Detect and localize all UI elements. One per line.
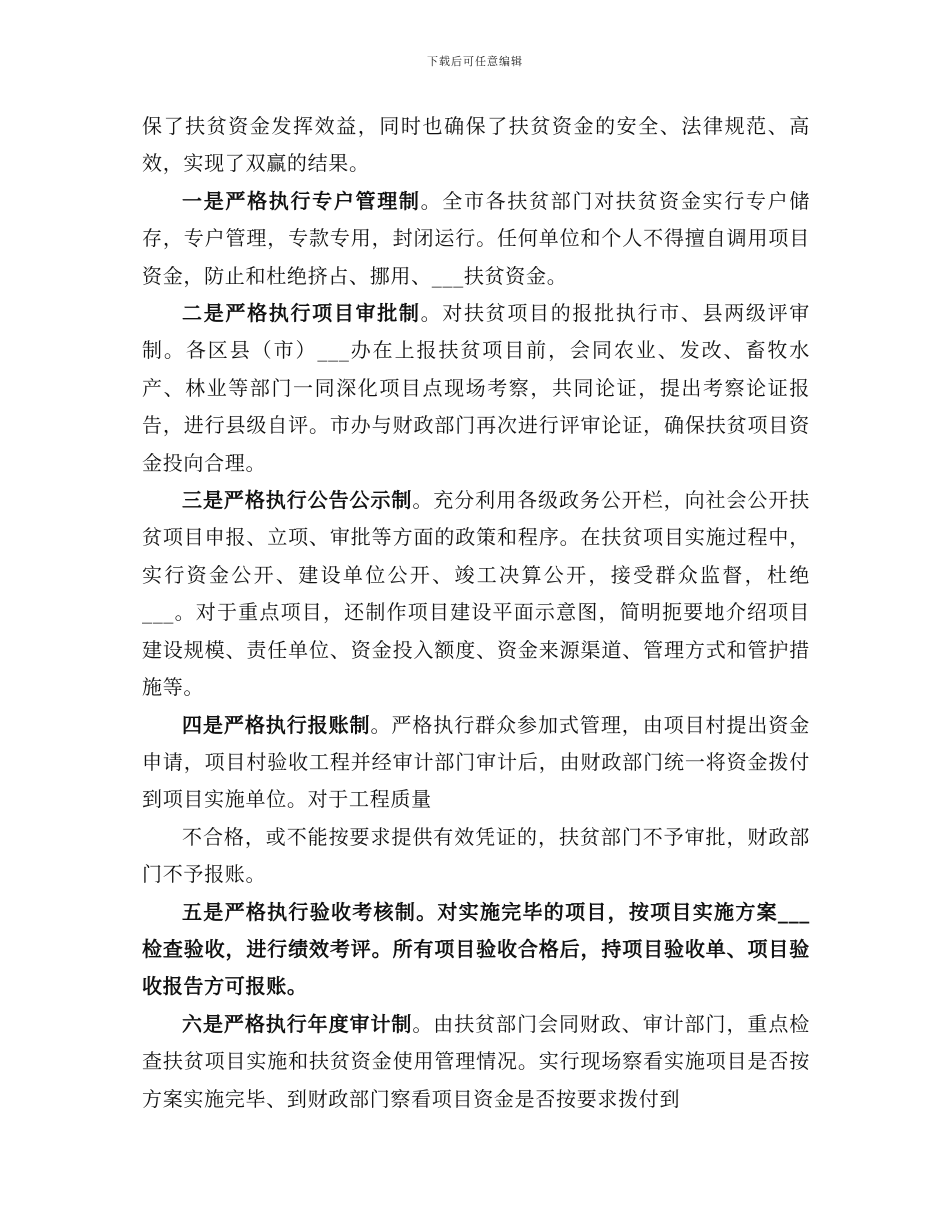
paragraph-text: 。对扶贫项目的报批执行市、县两级评审制。各区县（市）___办在上报扶贫项目前，会同农业、发改、畜牧水产、林业等部门一同深化项目点现场考察，共同论证，提出考察论证报告，进行县级自评。市办与财政部门再次进行评审论证，确保扶贫项目资金投向合理。 bbox=[142, 301, 810, 475]
paragraph-project-approval bbox=[142, 295, 810, 482]
paragraph-text: 保了扶贫资金发挥效益，同时也确保了扶贫资金的安全、法律规范、高效，实现了双赢的结果。 bbox=[142, 114, 810, 176]
paragraph-text: 。由扶贫部门会同财政、审计部门，重点检查扶贫项目实施和扶贫资金使用管理情况。实行现场察看实施项目是否按方案实施完毕、到财政部门察看项目资金是否按要求拨付到 bbox=[142, 1011, 810, 1111]
paragraph-text: 。充分利用各级政务公开栏，向社会公开扶贫项目申报、立项、审批等方面的政策和程序。在扶贫项目实施过程中，实行资金公开、建设单位公开、竣工决算公开，接受群众监督，杜绝___。对于重点项目，还制作项目建设平面示意图，简明扼要地介绍项目建设规模、责任单位、资金投入额度、资金来源渠道、管理方式和管护措施等。 bbox=[142, 488, 810, 700]
page-header: 下载后可任意编辑 bbox=[427, 55, 523, 68]
paragraph-text: 。严格执行群众参加式管理，由项目村提出资金申请，项目村验收工程并经审计部门审计后，由财政部门统一将资金拨付到项目实施单位。对于工程质量 bbox=[142, 712, 810, 812]
paragraph-account-management bbox=[142, 183, 810, 295]
paragraph-reimbursement-continued bbox=[142, 819, 810, 894]
paragraph-heading: 四是严格执行报账制 bbox=[182, 712, 371, 737]
paragraph-text: 五是严格执行验收考核制。对实施完毕的项目，按项目实施方案___检查验收，进行绩效考评。所有项目验收合格后，持项目验收单、项目验收报告方可报账。 bbox=[142, 899, 810, 999]
paragraph-heading: 六是严格执行年度审计制 bbox=[182, 1011, 413, 1036]
paragraph-public-notice bbox=[142, 482, 810, 706]
document-body bbox=[142, 108, 810, 1118]
paragraph-text: 不合格，或不能按要求提供有效凭证的，扶贫部门不予审批，财政部门不予报账。 bbox=[142, 824, 810, 887]
paragraph-intro-continuation bbox=[142, 108, 810, 183]
paragraph-reimbursement bbox=[142, 707, 810, 819]
paragraph-heading: 三是严格执行公告公示制 bbox=[182, 488, 413, 513]
paragraph-text: 。全市各扶贫部门对扶贫资金实行专户储存，专户管理，专款专用，封闭运行。任何单位和个人不得擅自调用项目资金，防止和杜绝挤占、挪用、___扶贫资金。 bbox=[142, 188, 810, 288]
paragraph-annual-audit bbox=[142, 1006, 810, 1118]
paragraph-heading: 二是严格执行项目审批制 bbox=[182, 301, 421, 326]
paragraph-acceptance-review bbox=[142, 894, 810, 1006]
paragraph-heading: 一是严格执行专户管理制 bbox=[182, 188, 421, 213]
